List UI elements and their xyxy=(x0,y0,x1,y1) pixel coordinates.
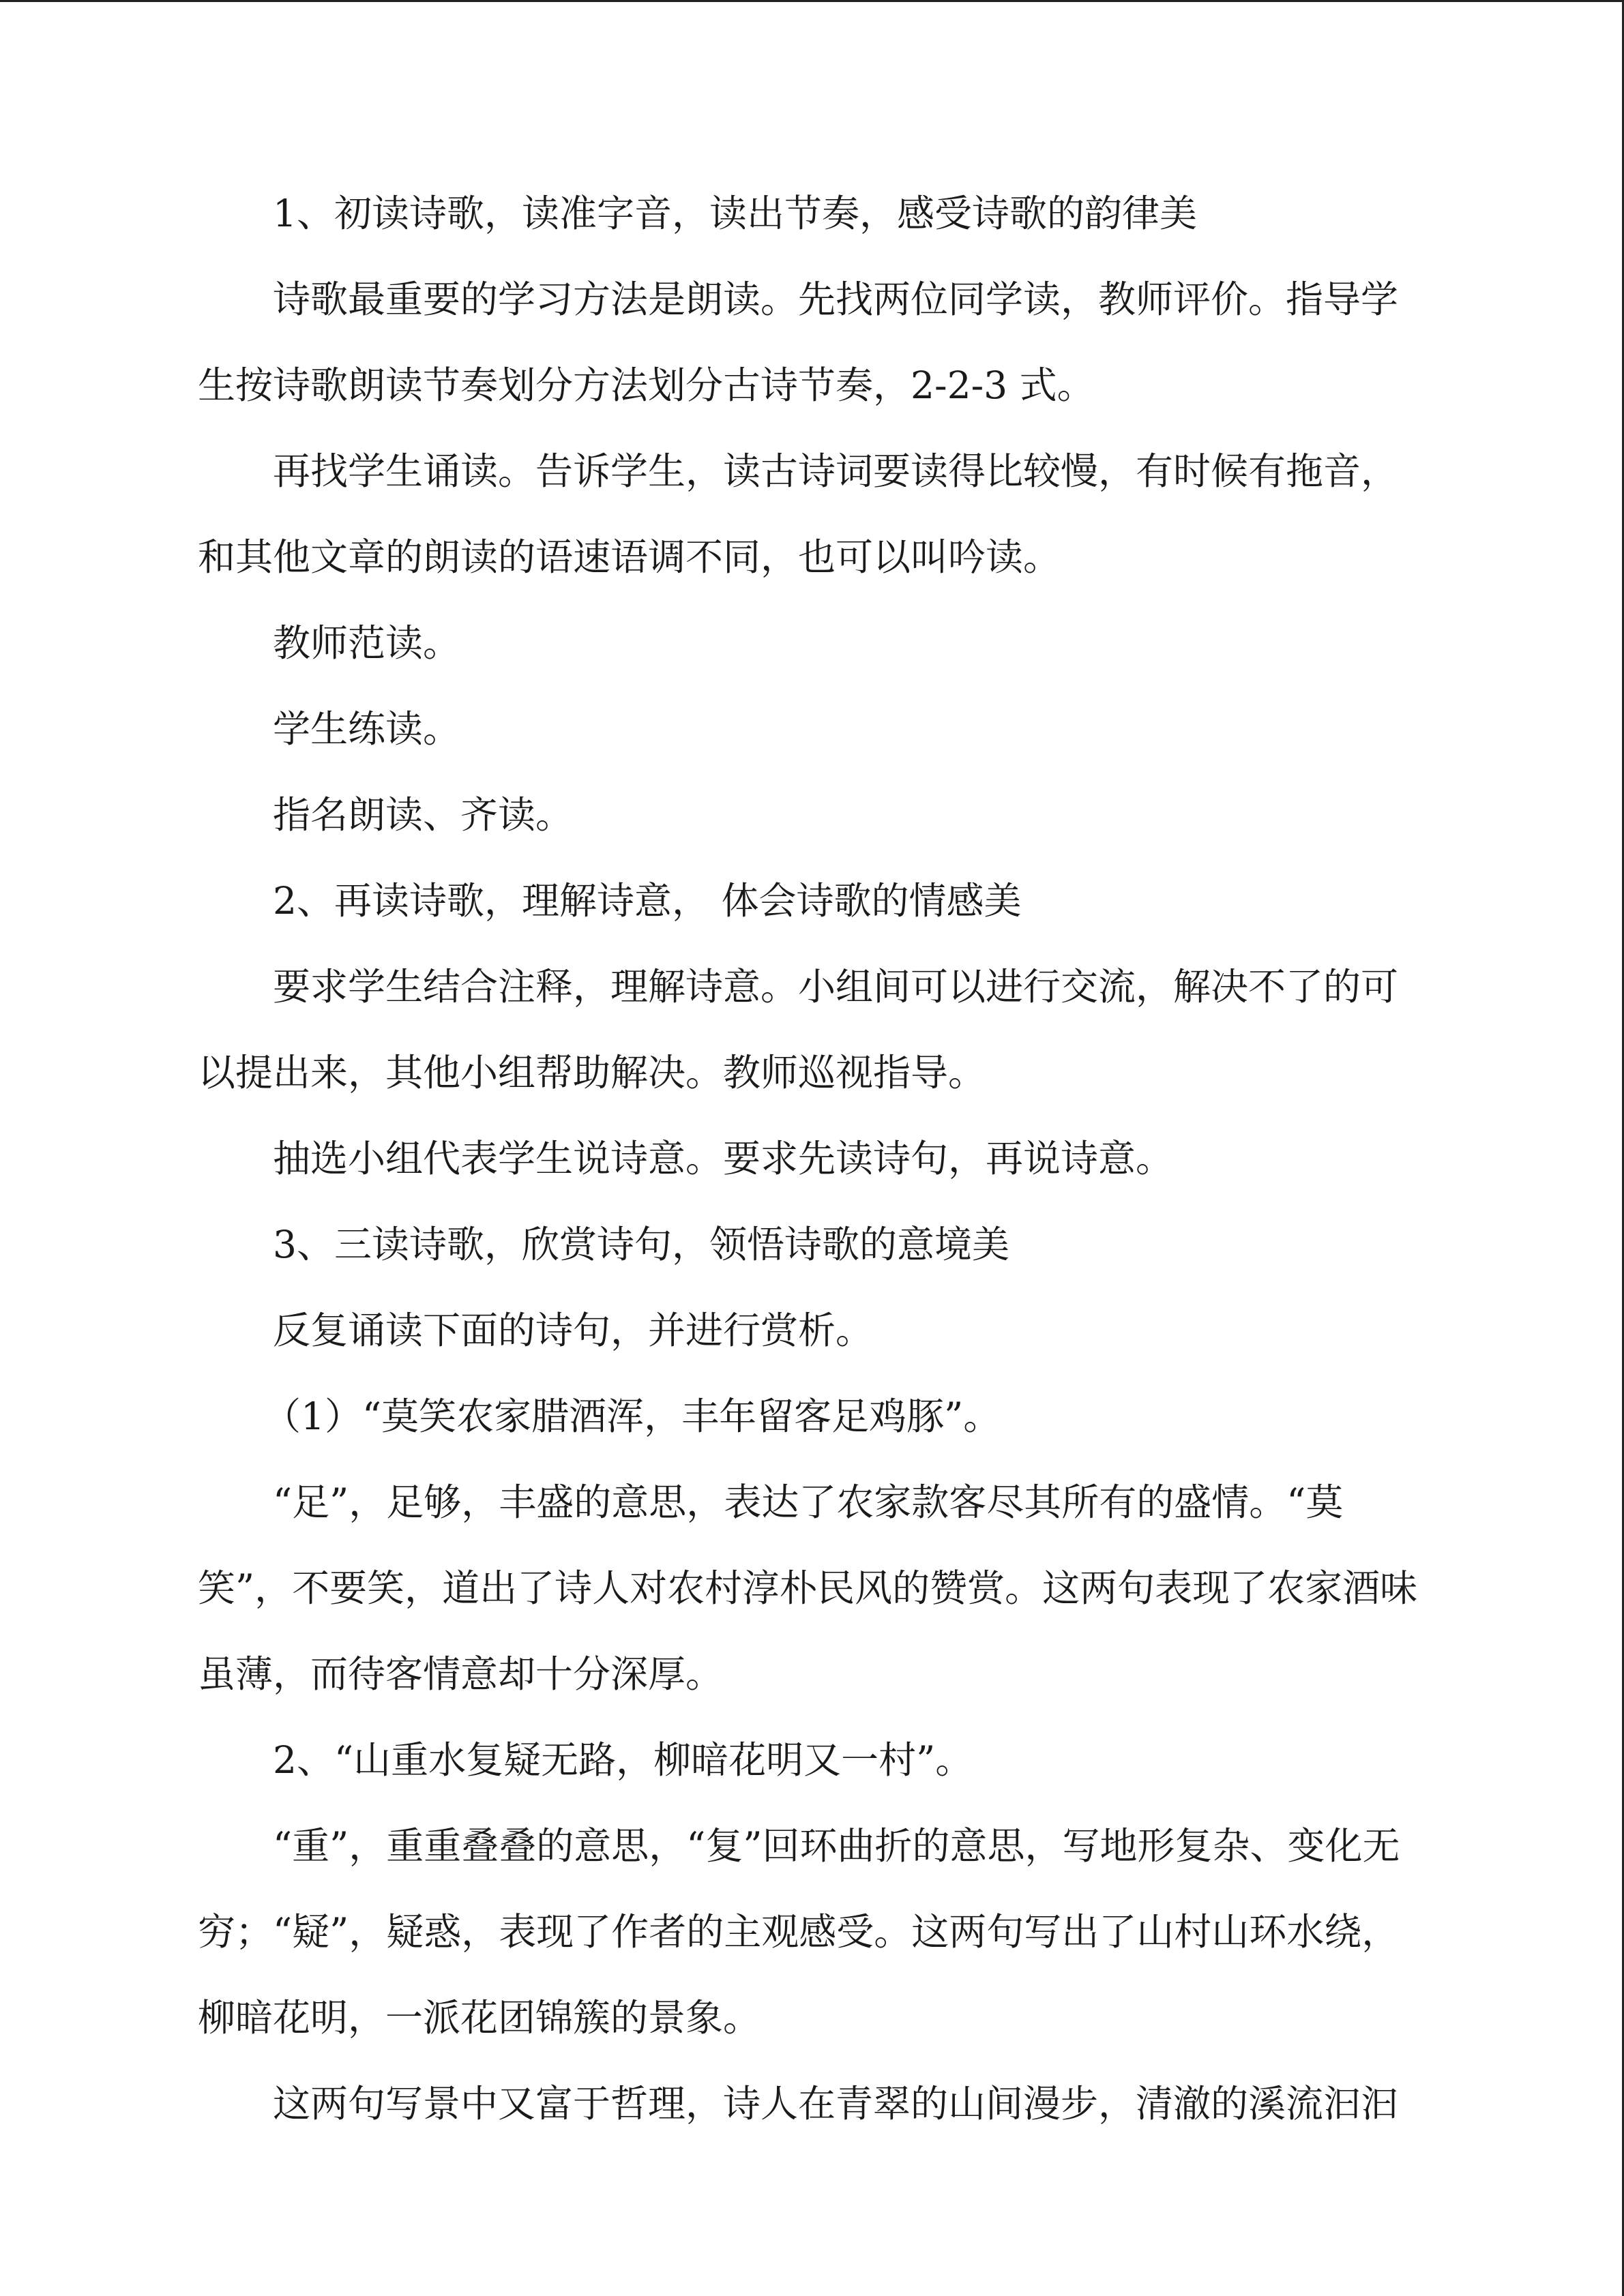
paragraph-analysis-one: “足”，足够，丰盛的意思，表达了农家款客尽其所有的盛情。“莫笑”，不要笑，道出了诗人对农村淳朴民风的赞赏。这两句表现了农家酒味虽薄，而待客情意却十分深厚。 xyxy=(198,1480,1418,1696)
paragraph-group-representative: 抽选小组代表学生说诗意。要求先读诗句，再说诗意。 xyxy=(273,1137,1174,1180)
paragraph-recitation: 再找学生诵读。告诉学生，读古诗词要读得比较慢，有时候有拖音，和其他文章的朗读的语速语调不同，也可以叫吟读。 xyxy=(198,449,1399,579)
poem-line-two: 2、“山重水复疑无路，柳暗花明又一村”。 xyxy=(273,1738,973,1782)
page-top-border xyxy=(0,0,1624,2)
paragraph-analysis-two: “重”，重重叠叠的意思，“复”回环曲折的意思，写地形复杂、变化无穷；“疑”，疑惑，表现了作者的主观感受。这两句写出了山村山环水绕，柳暗花明，一派花团锦簇的景象。 xyxy=(198,1824,1400,2040)
paragraph-group-reading: 指名朗读、齐读。 xyxy=(273,793,574,837)
paragraph-reading-method: 诗歌最重要的学习方法是朗读。先找两位同学读，教师评价。指导学生按诗歌朗读节奏划分方法划分古诗节奏，2-2-3 式。 xyxy=(198,278,1399,407)
paragraph-teacher-reading: 教师范读。 xyxy=(273,621,461,665)
paragraph-student-practice: 学生练读。 xyxy=(273,707,461,751)
paragraph-annotation-task: 要求学生结合注释，理解诗意。小组间可以进行交流，解决不了的可以提出来，其他小组帮助解决。教师巡视指导。 xyxy=(198,965,1399,1094)
section-heading-third-reading: 3、三读诗歌，欣赏诗句，领悟诗歌的意境美 xyxy=(273,1223,1009,1266)
paragraph-appreciation-task: 反复诵读下面的诗句，并进行赏析。 xyxy=(273,1309,874,1352)
section-heading-second-reading: 2、再读诗歌，理解诗意， 体会诗歌的情感美 xyxy=(273,879,1022,923)
paragraph-philosophy: 这两句写景中又富于哲理，诗人在青翠的山间漫步，清澈的溪流汩汩 xyxy=(273,2082,1399,2126)
poem-line-one: （1）“莫笑农家腊酒浑，丰年留客足鸡豚”。 xyxy=(263,1395,1001,1438)
document-body xyxy=(198,170,1419,2147)
section-heading-first-reading: 1、初读诗歌，读准字音，读出节奏，感受诗歌的韵律美 xyxy=(273,192,1197,235)
